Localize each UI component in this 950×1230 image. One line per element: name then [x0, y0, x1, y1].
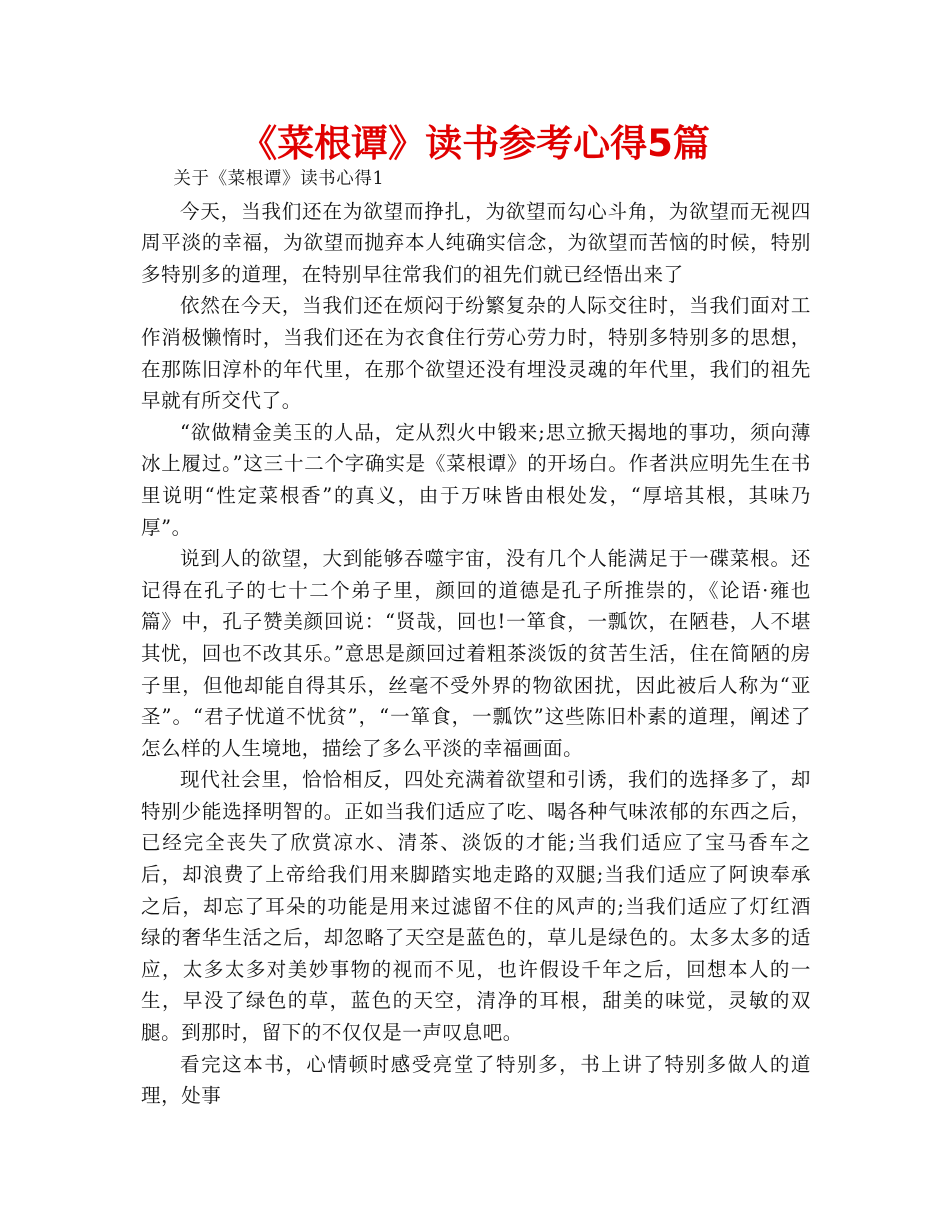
document-title: 《菜根谭》读书参考心得5篇: [240, 122, 710, 165]
paragraph: 依然在今天，当我们还在烦闷于纷繁复杂的人际交往时，当我们面对工作消极懒惰时，当我们还在为衣食住行劳心劳力时，特别多特别多的思想，在那陈旧淳朴的年代里，在那个欲望还没有埋没灵魂的年代里，我们的祖先早就有所交代了。: [141, 294, 811, 413]
paragraph: “欲做精金美玉的人品，定从烈火中锻来;思立掀天揭地的事功，须向薄冰上履过。”这三十二个字确实是《菜根谭》的开场白。作者洪应明先生在书里说明“性定菜根香”的真义，由于万味皆由根处发，“厚培其根，其味乃厚”。: [141, 420, 811, 539]
paragraph: 看完这本书，心情顿时感受亮堂了特别多，书上讲了特别多做人的道理，处事: [141, 1052, 811, 1108]
paragraph: 今天，当我们还在为欲望而挣扎，为欲望而勾心斗角，为欲望而无视四周平淡的幸福，为欲望而抛弃本人纯确实信念，为欲望而苦恼的时候，特别多特别多的道理，在特别早往常我们的祖先们就已经悟出来了: [141, 199, 811, 286]
paragraph: 现代社会里，恰恰相反，四处充满着欲望和引诱，我们的选择多了，却特别少能选择明智的。正如当我们适应了吃、喝各种气味浓郁的东西之后，已经完全丧失了欣赏凉水、清茶、淡饭的才能;当我们适应了宝马香车之后，却浪费了上帝给我们用来脚踏实地走路的双腿;当我们适应了阿谀奉承之后，却忘了耳朵的功能是用来过滤留不住的风声的;当我们适应了灯红酒绿的奢华生活之后，却忽略了天空是蓝色的，草儿是绿色的。太多太多的适应，太多太多对美妙事物的视而不见，也许假设千年之后，回想本人的一生，早没了绿色的草，蓝色的天空，清净的耳根，甜美的味觉，灵敏的双腿。到那时，留下的不仅仅是一声叹息吧。: [141, 768, 811, 1045]
document-body: [141, 164, 811, 1112]
paragraph: 说到人的欲望，大到能够吞噬宇宙，没有几个人能满足于一碟菜根。还记得在孔子的七十二个弟子里，颜回的道德是孔子所推崇的，《论语·雍也篇》中，孔子赞美颜回说：“贤哉，回也!一箪食，一瓢饮，在陋巷，人不堪其忧，回也不改其乐。”意思是颜回过着粗茶淡饭的贫苦生活，住在简陋的房子里，但他却能自得其乐，丝毫不受外界的物欲困扰，因此被后人称为“亚圣”。“君子忧道不忧贫”，“一箪食，一瓢饮”这些陈旧朴素的道理，阐述了怎么样的人生境地，描绘了多么平淡的幸福画面。: [141, 547, 811, 760]
section-heading: 关于《菜根谭》读书心得1: [173, 169, 385, 189]
